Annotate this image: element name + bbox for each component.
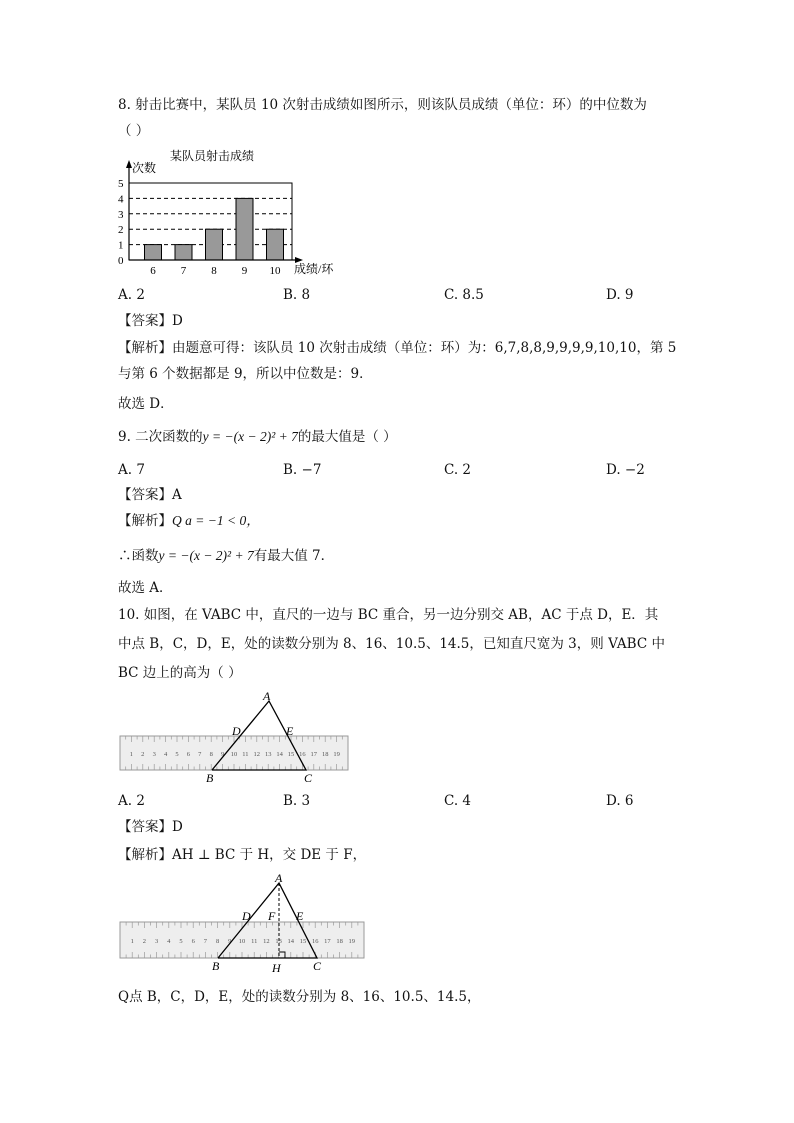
q10-stem-line3: BC 边上的高为（ ） [118, 665, 242, 681]
ruler-number: 8 [209, 751, 213, 758]
q8-option-b: B. 8 [283, 287, 311, 303]
ruler-number: 16 [299, 751, 306, 758]
q8-option-a: A. 2 [118, 287, 145, 303]
ruler-number: 2 [142, 938, 147, 945]
label-e: E [286, 724, 294, 738]
q8-option-d: D. 9 [606, 287, 634, 303]
q9-analysis-line1 [118, 511, 260, 531]
bar [175, 245, 192, 260]
ruler-number: 2 [141, 751, 145, 758]
ruler-number: 3 [152, 751, 156, 758]
q10-option-d: D. 6 [606, 793, 634, 809]
bar [206, 229, 223, 260]
y-tick-label: 2 [118, 224, 124, 237]
q8-analysis-line1: 【解析】由题意可得：该队员 10 次射击成绩（单位：环）为：6,7,8,8,9,9,9,9,10,10，第 5 [118, 340, 677, 356]
q9-option-a: A. 7 [118, 462, 145, 478]
q8-stem-line1: 8. 射击比赛中，某队员 10 次射击成绩如图所示，则该队员成绩（单位：环）的中位数为 [118, 97, 647, 113]
label2-a: A [275, 871, 283, 885]
label-d: D [232, 724, 241, 738]
label2-f: F [268, 909, 276, 923]
ruler-number: 13 [275, 938, 282, 945]
ruler-number: 15 [299, 938, 307, 945]
y-tick-label: 0 [118, 255, 124, 267]
ruler-number: 16 [311, 938, 319, 945]
y-tick-label: 5 [118, 178, 124, 190]
q8-conclusion: 故选 D． [118, 396, 174, 412]
ruler-number: 11 [242, 751, 249, 758]
q10-option-b: B. 3 [283, 793, 311, 809]
ruler-number: 6 [191, 938, 195, 945]
ruler-number: 14 [276, 751, 283, 758]
label2-e: E [296, 909, 304, 923]
ruler-number: 7 [203, 938, 208, 945]
x-tick-label: 10 [269, 265, 281, 276]
ruler-number: 9 [220, 751, 225, 758]
bar [236, 198, 253, 260]
x-tick-label: 6 [150, 265, 156, 276]
bar [145, 245, 162, 260]
ruler-number: 4 [167, 938, 171, 945]
ruler-number: 17 [324, 938, 331, 945]
q9-answer: 【答案】A [118, 487, 182, 503]
q9-stem-post: 的最大值是（ ） [297, 429, 397, 445]
q10-option-a: A. 2 [118, 793, 145, 809]
chart-title: 某队员射击成绩 [170, 149, 255, 163]
q10-analysis-line2: Q点 B，C，D，E，处的读数分别为 8、16、10.5、14.5， [118, 989, 481, 1005]
ruler-number: 7 [198, 751, 202, 758]
ruler-number: 17 [310, 751, 318, 758]
ruler-number: 19 [333, 751, 340, 758]
q10-figure-1 [118, 688, 350, 786]
q9-conclusion: 故选 A． [118, 580, 173, 596]
label2-h: H [272, 961, 281, 975]
label-b: B [206, 771, 214, 785]
q9-stem [118, 427, 397, 447]
q8-answer: 【答案】D [118, 313, 183, 329]
ruler-number: 11 [251, 938, 258, 945]
q8-stem-line2: （ ） [118, 123, 150, 139]
label-a: A [263, 689, 271, 703]
q9-stem-formula: y = −(x − 2)² + 7 [202, 429, 298, 444]
ruler-number: 14 [287, 938, 295, 945]
label2-c: C [313, 959, 322, 973]
x-tick-label: 8 [211, 265, 217, 276]
ruler-number: 15 [287, 751, 295, 758]
ruler-number: 12 [253, 751, 261, 758]
q9-option-c: C. 2 [444, 462, 472, 478]
q9-stem-pre: 9. 二次函数的 [118, 429, 203, 445]
q8-analysis-line2: 与第 6 个数据都是 9，所以中位数是：9． [118, 366, 373, 382]
bar [267, 229, 284, 260]
chart-xlabel: 成绩/环 [294, 262, 334, 276]
q9-analysis2-post: 有最大值 7． [253, 548, 335, 564]
ruler-number: 3 [154, 938, 159, 945]
label2-b: B [212, 959, 220, 973]
q9-option-b: B. −7 [283, 462, 322, 478]
y-tick-label: 4 [118, 193, 124, 206]
ruler-number: 9 [228, 938, 232, 945]
y-tick-label: 1 [118, 239, 124, 252]
ruler-number: 1 [129, 751, 134, 758]
ruler-number: 19 [348, 938, 356, 945]
chart-ylabel: 次数 [132, 161, 157, 175]
label-c: C [304, 771, 313, 785]
ruler-number: 10 [230, 751, 238, 758]
q10-answer: 【答案】D [118, 819, 183, 835]
ruler-number: 5 [175, 751, 179, 758]
q9-analysis2-formula: y = −(x − 2)² + 7 [158, 548, 254, 563]
q10-option-c: C. 4 [444, 793, 472, 809]
label2-d: D [242, 909, 251, 923]
x-tick-label: 9 [241, 265, 248, 276]
ruler-number: 1 [130, 938, 134, 945]
q10-stem-line2: 中点 B，C，D，E，处的读数分别为 8、16、10.5、14.5，已知直尺宽为 3，则 VABC 中 [118, 636, 665, 652]
y-tick-label: 3 [118, 208, 124, 221]
ruler-number: 12 [263, 938, 270, 945]
ruler-number: 18 [321, 751, 329, 758]
q9-option-d: D. −2 [606, 462, 645, 478]
ruler-number: 5 [179, 938, 183, 945]
ruler-number: 4 [163, 751, 168, 758]
x-tick-label: 7 [180, 265, 187, 276]
q10-stem-line1: 10. 如图，在 VABC 中，直尺的一边与 BC 重合，另一边分别交 AB，AC 于点 D，E．其 [118, 607, 659, 623]
q9-analysis1-formula: Q a = −1 < 0， [172, 513, 260, 528]
q10-analysis-line1: 【解析】AH ⊥ BC 于 H，交 DE 于 F， [118, 847, 367, 863]
ruler-number: 13 [264, 751, 272, 758]
q9-analysis-line2 [118, 546, 334, 566]
ruler-number: 8 [215, 938, 220, 945]
q9-analysis2-pre: ∴函数 [118, 548, 159, 564]
q10-figure-2 [118, 870, 368, 976]
q8-bar-chart [112, 148, 372, 276]
ruler-number: 10 [238, 938, 246, 945]
q9-analysis1-pre: 【解析】 [118, 513, 172, 529]
ruler-number: 18 [336, 938, 343, 945]
q8-option-c: C. 8.5 [444, 287, 484, 303]
ruler-number: 6 [186, 751, 191, 758]
